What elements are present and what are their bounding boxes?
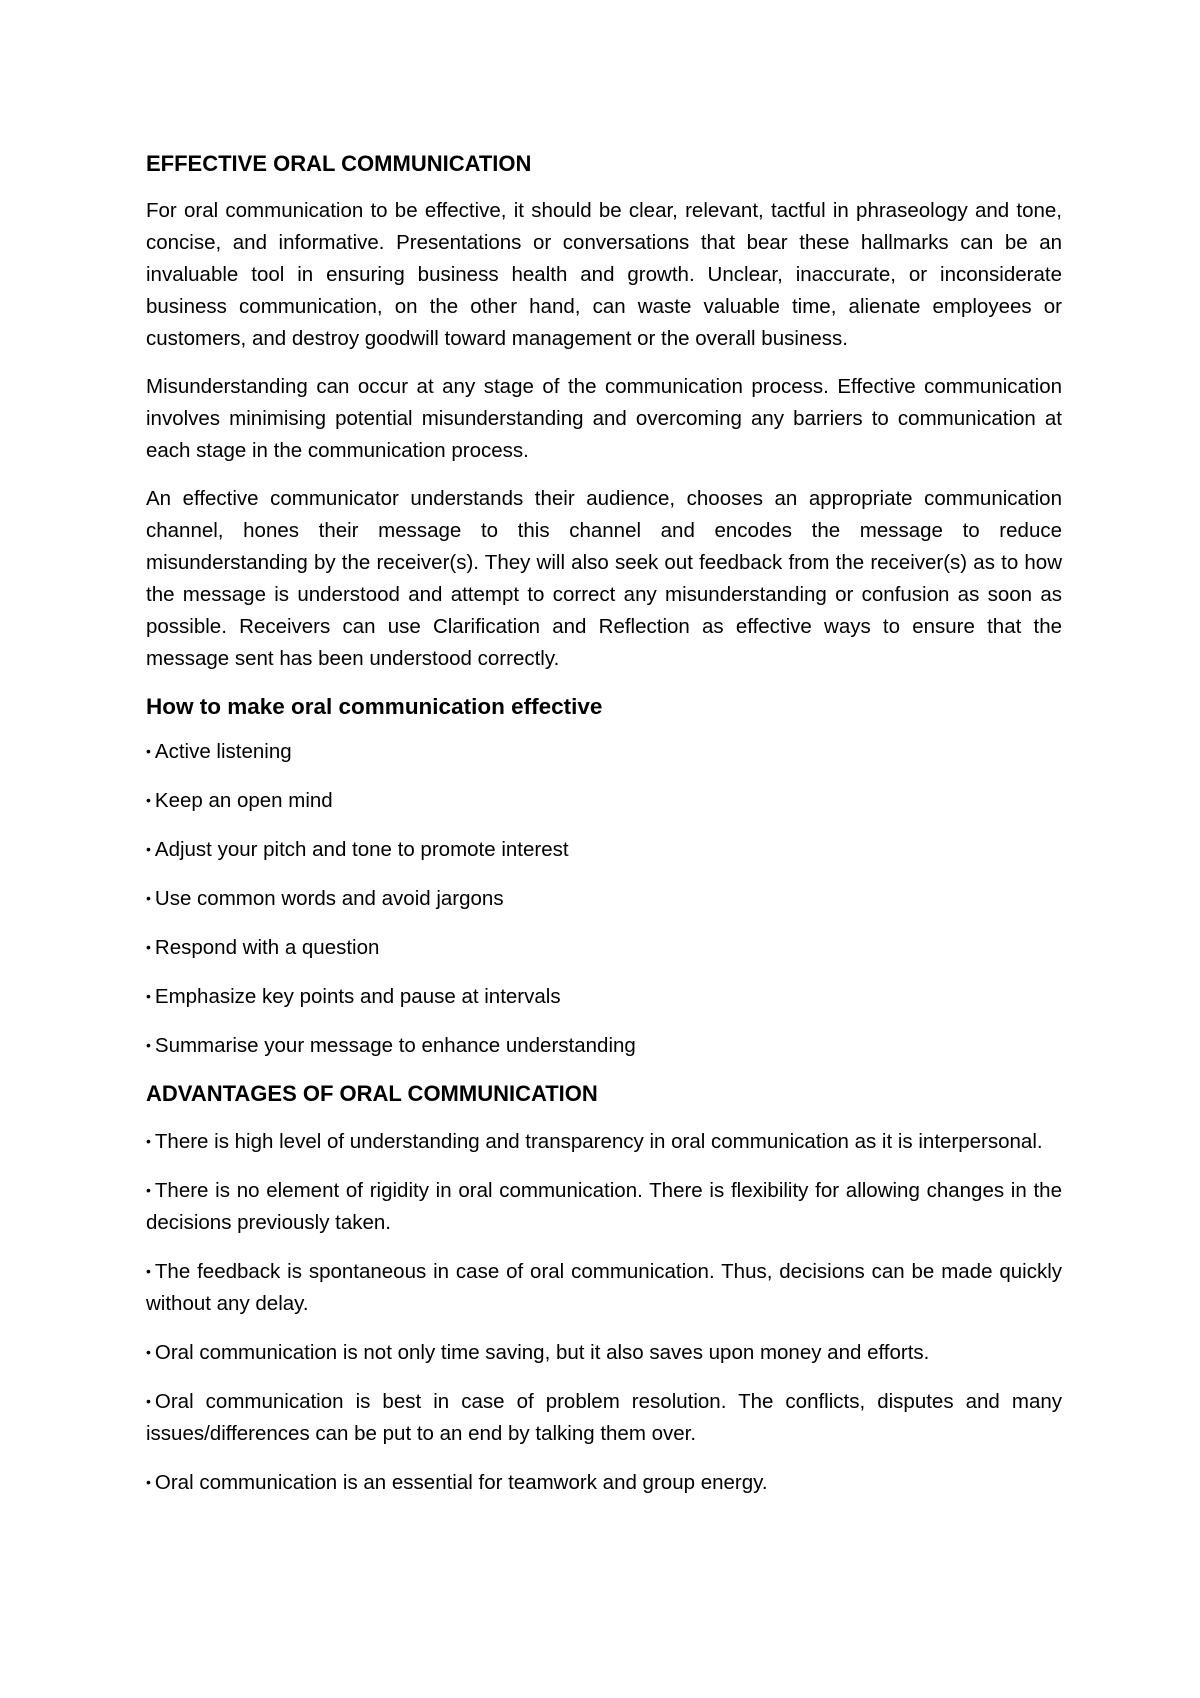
list-item — [146, 735, 1062, 768]
list-item-text: The feedback is spontaneous in case of oral communication. Thus, decisions can be made quickly without any delay. — [146, 1260, 1062, 1315]
list-item — [146, 833, 1062, 866]
list-item-text: There is no element of rigidity in oral communication. There is flexibility for allowing changes in the decisions previously taken. — [146, 1179, 1062, 1234]
list-item — [146, 1029, 1062, 1062]
paragraph: An effective communicator understands their audience, chooses an appropriate communication channel, hones their message to this channel and encodes the message to reduce misunderstanding by the receiver(s). They will also seek out feedback from the receiver(s) as to how the message is understood and attempt to correct any misunderstanding or confusion as soon as possible. Receivers can use Clarification and Reflection as effective ways to ensure that the message sent has been understood correctly. — [146, 487, 1062, 670]
advantages-list — [146, 1125, 1062, 1499]
bullet-icon: • — [146, 1474, 151, 1490]
bullet-icon: • — [146, 1037, 151, 1053]
document-page — [146, 148, 1062, 1515]
bullet-icon: • — [146, 743, 151, 759]
list-item-text: Keep an open mind — [154, 789, 333, 812]
list-item — [146, 784, 1062, 817]
list-item — [146, 980, 1062, 1013]
bullet-icon: • — [146, 1182, 151, 1198]
list-item — [146, 1255, 1062, 1320]
section-title-effective-oral-communication: EFFECTIVE ORAL COMMUNICATION — [146, 151, 532, 176]
list-item — [146, 882, 1062, 915]
section-title-advantages: ADVANTAGES OF ORAL COMMUNICATION — [146, 1081, 598, 1106]
list-item-text: Summarise your message to enhance understanding — [154, 1034, 636, 1057]
bullet-icon: • — [146, 939, 151, 955]
paragraph: For oral communication to be effective, it should be clear, relevant, tactful in phraseology and tone, concise, and informative. Presentations or conversations that bear these hallmarks can be an invaluable tool in ensuring business health and growth. Unclear, inaccurate, or inconsiderate business communication, on the other hand, can waste valuable time, alienate employees or customers, and destroy goodwill toward management or the overall business. — [146, 199, 1062, 350]
section-title-how-to-make-effective: How to make oral communication effective — [146, 694, 603, 719]
list-item-text: Emphasize key points and pause at intervals — [154, 985, 561, 1008]
bullet-icon: • — [146, 792, 151, 808]
bullet-icon: • — [146, 1344, 151, 1360]
list-item — [146, 1466, 1062, 1499]
bullet-icon: • — [146, 1263, 151, 1279]
list-item-text: Respond with a question — [154, 936, 380, 959]
bullet-icon: • — [146, 841, 151, 857]
paragraph: Misunderstanding can occur at any stage of the communication process. Effective communication involves minimising potential misunderstanding and overcoming any barriers to communication at each stage in the communication process. — [146, 375, 1062, 462]
bullet-icon: • — [146, 1393, 151, 1409]
list-item-text: There is high level of understanding and transparency in oral communication as it is interpersonal. — [154, 1130, 1043, 1153]
list-item — [146, 1125, 1062, 1158]
tips-list — [146, 735, 1062, 1062]
bullet-icon: • — [146, 988, 151, 1004]
bullet-icon: • — [146, 890, 151, 906]
list-item-text: Oral communication is best in case of problem resolution. The conflicts, disputes and many issues/differences can be put to an end by talking them over. — [146, 1390, 1062, 1445]
list-item — [146, 1336, 1062, 1369]
list-item-text: Active listening — [154, 740, 292, 763]
list-item-text: Oral communication is not only time saving, but it also saves upon money and efforts. — [154, 1341, 930, 1364]
list-item — [146, 931, 1062, 964]
list-item-text: Adjust your pitch and tone to promote interest — [154, 838, 569, 861]
bullet-icon: • — [146, 1133, 151, 1149]
list-item-text: Oral communication is an essential for teamwork and group energy. — [154, 1471, 768, 1494]
list-item — [146, 1174, 1062, 1239]
list-item — [146, 1385, 1062, 1450]
list-item-text: Use common words and avoid jargons — [154, 887, 504, 910]
